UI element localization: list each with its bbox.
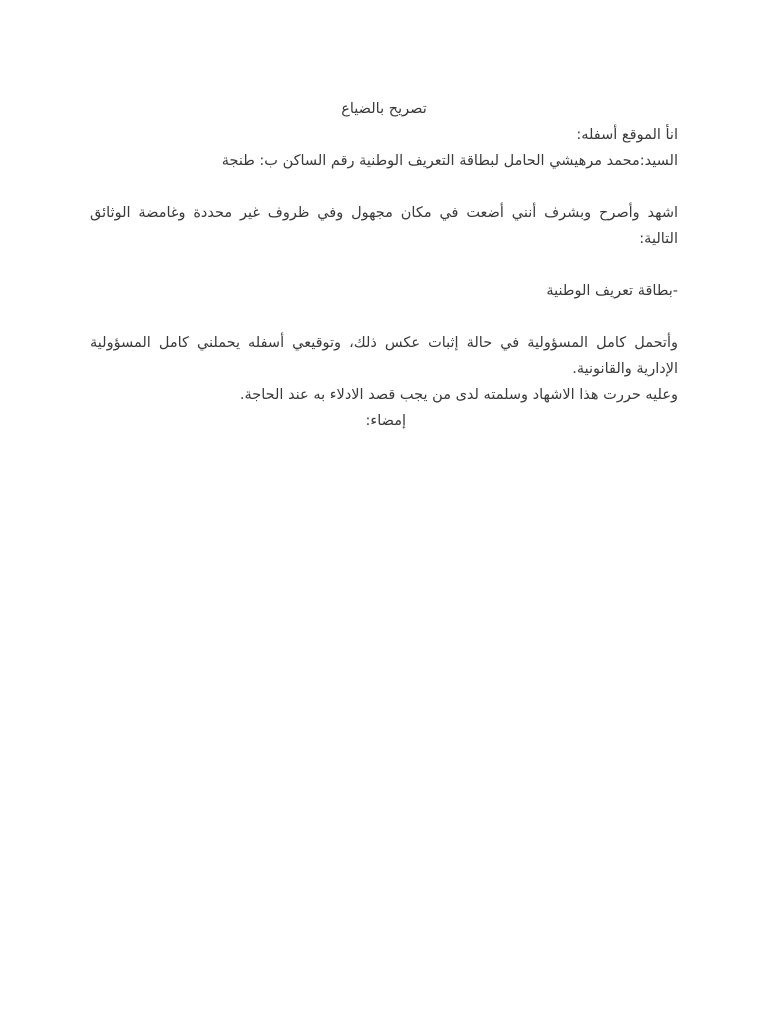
spacer xyxy=(90,252,678,278)
signature-label: إمضاء: xyxy=(365,413,406,429)
spacer xyxy=(90,304,678,330)
undersigned-line: انأ الموقع أسفله: xyxy=(576,127,678,143)
lost-item: -بطاقة تعريف الوطنية xyxy=(546,283,678,299)
identity-line: السيد:محمد مرهيشي الحامل لبطاقة التعريف الوطنية رقم الساكن ب: طنجة xyxy=(221,153,678,169)
closing-line: وعليه حررت هذا الاشهاد وسلمته لدى من يجب قصد الادلاء به عند الحاجة. xyxy=(239,387,678,403)
document-page xyxy=(90,96,678,434)
document-title: تصريح بالضياع xyxy=(341,101,427,117)
responsibility-paragraph: وأتحمل كامل المسؤولية في حالة إثبات عكس ذلك، وتوقيعي أسفله يحملني كامل المسؤولية الإدارية والقانونية. xyxy=(90,335,678,377)
spacer xyxy=(90,174,678,200)
declaration-paragraph: اشهد وأصرح وبشرف أنني أضعت في مكان مجهول وفي ظروف غير محددة وغامضة الوثائق التالية: xyxy=(90,205,678,247)
